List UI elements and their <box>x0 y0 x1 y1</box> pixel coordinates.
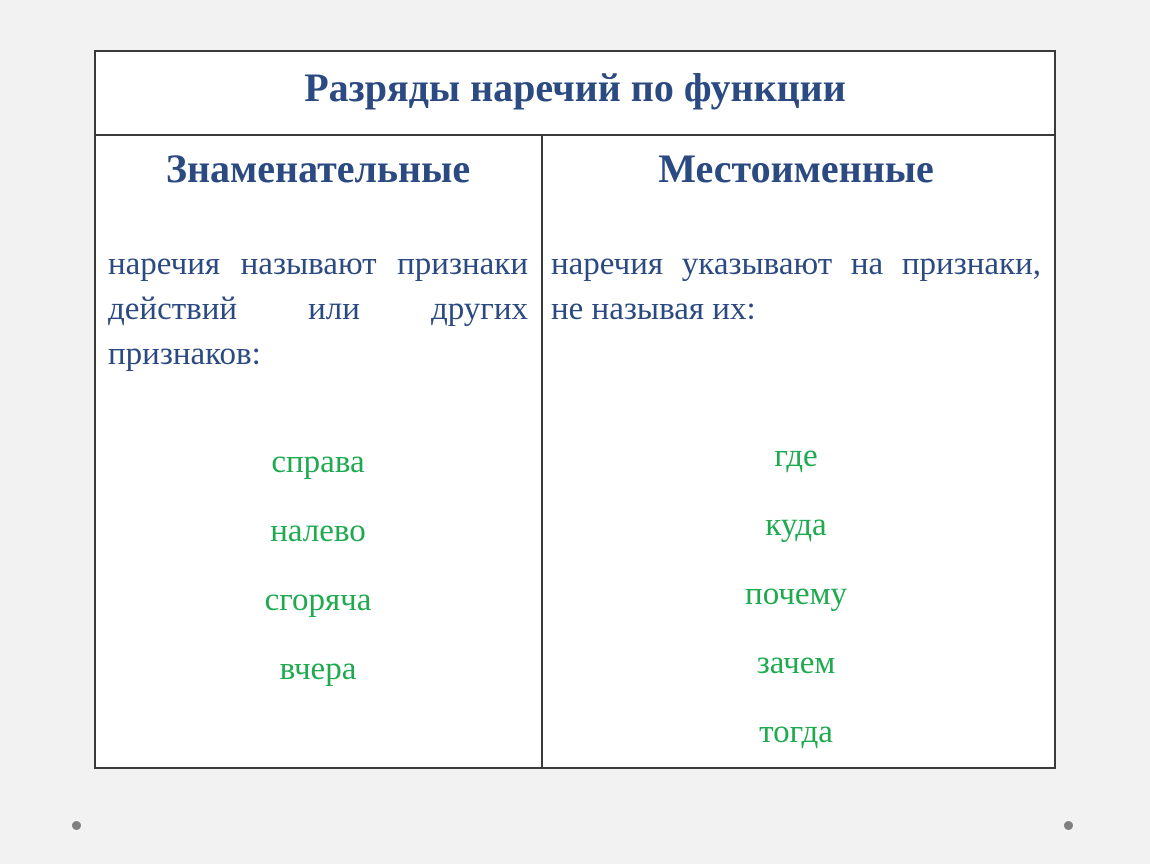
decorative-dot-icon <box>1064 821 1073 830</box>
column-pronominal <box>551 136 1041 767</box>
example-word: вчера <box>279 651 357 687</box>
adverb-categories-table <box>94 50 1056 769</box>
example-word: налево <box>270 513 366 549</box>
example-word: тогда <box>759 714 833 750</box>
table-title: Разряды наречий по функции <box>96 52 1054 136</box>
column-description-significant: наречия называют признаки действий или других признаков: <box>108 246 528 372</box>
examples-list-pronominal <box>551 422 1041 767</box>
column-divider <box>541 134 543 767</box>
decorative-dot-icon <box>72 821 81 830</box>
column-description-pronominal: наречия указывают на признаки, не называя их: <box>551 246 1041 327</box>
column-heading-pronominal: Местоименные <box>658 146 934 191</box>
example-word: сгоряча <box>264 582 372 618</box>
example-word: где <box>774 438 818 474</box>
example-word: почему <box>745 576 847 612</box>
column-heading-significant: Знаменательные <box>165 146 471 191</box>
example-word: куда <box>765 507 827 543</box>
examples-list-significant <box>108 428 528 704</box>
example-word: зачем <box>756 645 836 681</box>
column-significant <box>108 136 528 767</box>
example-word: справа <box>271 444 365 480</box>
